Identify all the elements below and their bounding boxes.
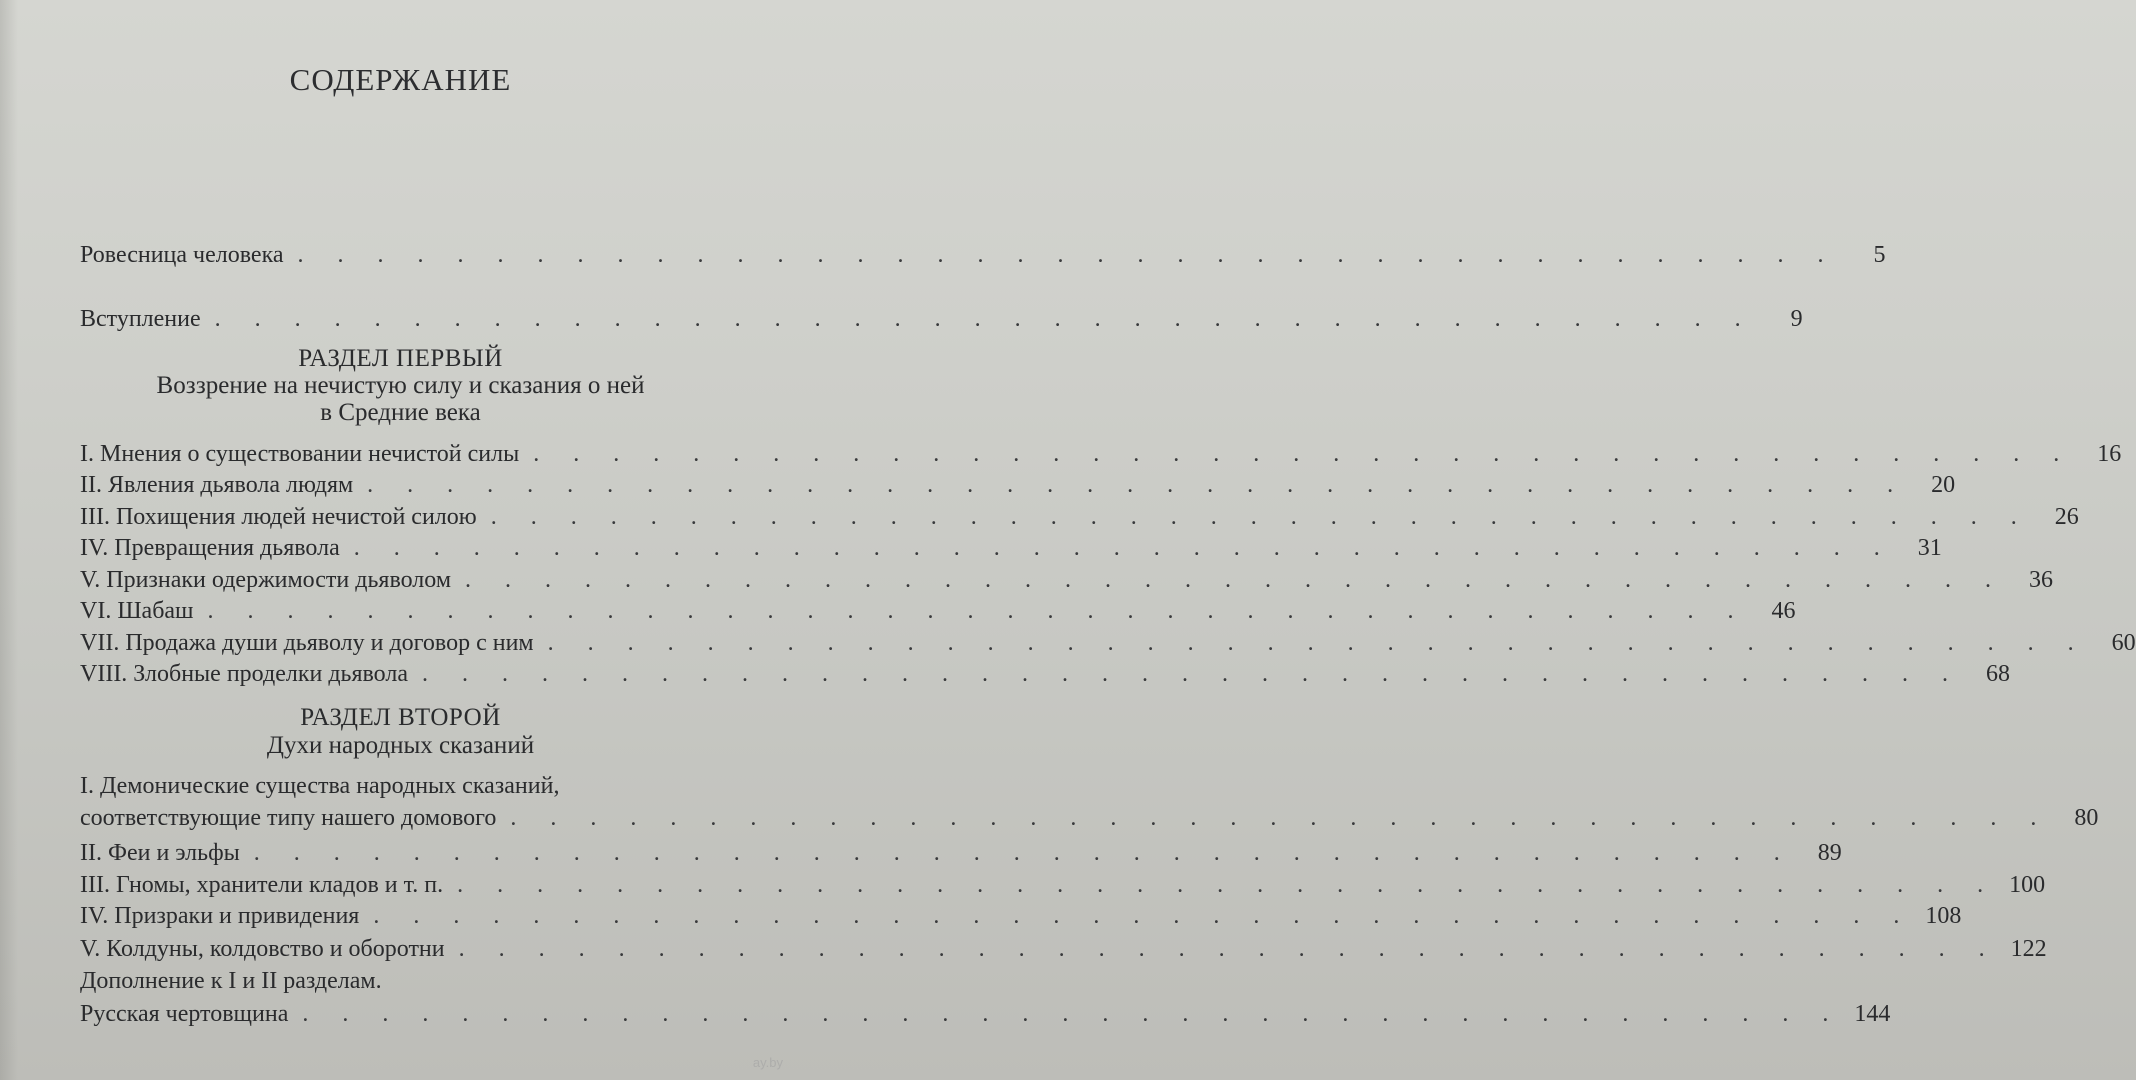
- section-subtitle: Духи народных сказаний: [266, 732, 535, 759]
- toc-entry: [80, 628, 2136, 658]
- entry-title: Ровесница человека: [80, 242, 284, 268]
- toc-entry: [80, 901, 1962, 931]
- toc-entry: [80, 934, 2047, 964]
- entry-title: VIII. Злобные проделки дьявола: [80, 661, 408, 687]
- entry-page-number: 20: [1931, 472, 1956, 498]
- entry-title: I. Мнения о существовании нечистой силы: [80, 441, 520, 467]
- toc-entry: [80, 470, 1956, 500]
- section-subtitle: в Средние века: [320, 399, 481, 426]
- entry-title-first-line: I. Демонические существа народных сказаний,: [80, 773, 560, 799]
- appendix-title-first-line: Дополнение к I и II разделам.: [80, 968, 382, 994]
- toc-entry: [80, 565, 2054, 595]
- entry-page-number: 26: [2054, 504, 2079, 530]
- entry-title: III. Похищения людей нечистой силою: [80, 504, 477, 530]
- page-title: СОДЕРЖАНИЕ: [289, 62, 512, 97]
- entry-page-number: 46: [1771, 598, 1796, 624]
- leader-dots: . . . . . . . . . . . . . . . . . . . . . . . . . . . . . . . . . . . . . . .: [302, 1001, 1843, 1027]
- toc-entry: [80, 838, 1842, 868]
- toc-entry: [80, 596, 1796, 626]
- page-gutter-shadow: [0, 0, 18, 1080]
- leader-dots: . . . . . . . . . . . . . . . . . . . . . . . . . . . . . . . . . . . . . . .: [253, 840, 1794, 866]
- entry-page-number: 9: [1790, 306, 1803, 332]
- entry-title: V. Признаки одержимости дьяволом: [80, 567, 452, 593]
- section-heading: РАЗДЕЛ ВТОРОЙ: [300, 704, 501, 731]
- entry-title: Вступление: [80, 306, 201, 332]
- entry-title: IV. Призраки и привидения: [80, 903, 360, 929]
- leader-dots: . . . . . . . . . . . . . . . . . . . . . . . . . . . . . . . . . . . . . . .: [373, 903, 1914, 929]
- entry-page-number: 89: [1817, 840, 1842, 866]
- toc-entry: [80, 439, 2122, 469]
- toc-entry: [80, 803, 2099, 833]
- leader-dots: . . . . . . . . . . . . . . . . . . . . . . . . . . . . . . . . . . . . . . .: [490, 504, 2031, 530]
- entry-title: II. Феи и эльфы: [80, 840, 240, 866]
- leader-dots: . . . . . . . . . . . . . . . . . . . . . . . . . . . . . . . . . . . . . . .: [458, 936, 1999, 962]
- entry-page-number: 80: [2074, 805, 2099, 831]
- toc-entry: [80, 659, 2010, 689]
- entry-page-number: 100: [2009, 872, 2046, 898]
- leader-dots: . . . . . . . . . . . . . . . . . . . . . . . . . . . . . . . . . . . . . . .: [353, 535, 1894, 561]
- section-subtitle: Воззрение на нечистую силу и сказания о ней: [156, 372, 645, 399]
- toc-entry: [80, 870, 2046, 900]
- leader-dots: . . . . . . . . . . . . . . . . . . . . . . . . . . . . . . . . . . . . . . .: [207, 598, 1748, 624]
- leader-dots: . . . . . . . . . . . . . . . . . . . . . . . . . . . . . . . . . . . . . . .: [367, 472, 1908, 498]
- leader-dots: . . . . . . . . . . . . . . . . . . . . . . . . . . . . . . . . . . . . . . .: [422, 661, 1962, 687]
- toc-entry: [80, 502, 2079, 532]
- entry-page-number: 108: [1925, 903, 1962, 929]
- leader-dots: . . . . . . . . . . . . . . . . . . . . . . . . . . . . . . . . . . . . . . .: [547, 630, 2088, 656]
- entry-page-number: 60: [2111, 630, 2136, 656]
- leader-dots: . . . . . . . . . . . . . . . . . . . . . . . . . . . . . . . . . . . . . . .: [533, 441, 2074, 467]
- entry-page-number: 144: [1854, 1001, 1891, 1027]
- watermark: ay.by: [752, 1055, 783, 1070]
- leader-dots: . . . . . . . . . . . . . . . . . . . . . . . . . . . . . . . . . . . . . . .: [297, 242, 1838, 268]
- entry-title: VI. Шабаш: [80, 598, 194, 624]
- leader-dots: . . . . . . . . . . . . . . . . . . . . . . . . . . . . . . . . . . . . . . .: [214, 306, 1755, 332]
- leader-dots: . . . . . . . . . . . . . . . . . . . . . . . . . . . . . . . . . . . . . . .: [457, 872, 1998, 898]
- entry-title: IV. Превращения дьявола: [80, 535, 340, 561]
- entry-page-number: 122: [2010, 936, 2047, 962]
- toc-entry: [80, 304, 1803, 334]
- toc-entry: [80, 533, 1942, 563]
- entry-page-number: 16: [2097, 441, 2122, 467]
- entry-page-number: 5: [1873, 242, 1886, 268]
- section-heading: РАЗДЕЛ ПЕРВЫЙ: [298, 345, 503, 372]
- toc-entry: [80, 240, 1886, 270]
- toc-entry: [80, 999, 1891, 1029]
- entry-title: V. Колдуны, колдовство и оборотни: [80, 936, 445, 962]
- entry-title: Русская чертовщина: [80, 1001, 289, 1027]
- entry-page-number: 31: [1917, 535, 1942, 561]
- entry-title: VII. Продажа души дьяволу и договор с ним: [80, 630, 534, 656]
- entry-page-number: 36: [2029, 567, 2054, 593]
- leader-dots: . . . . . . . . . . . . . . . . . . . . . . . . . . . . . . . . . . . . . . .: [465, 567, 2006, 593]
- entry-title: II. Явления дьявола людям: [80, 472, 354, 498]
- entry-title: соответствующие типу нашего домового: [80, 805, 497, 831]
- leader-dots: . . . . . . . . . . . . . . . . . . . . . . . . . . . . . . . . . . . . . . .: [510, 805, 2051, 831]
- entry-title: III. Гномы, хранители кладов и т. п.: [80, 872, 444, 898]
- entry-page-number: 68: [1986, 661, 2010, 687]
